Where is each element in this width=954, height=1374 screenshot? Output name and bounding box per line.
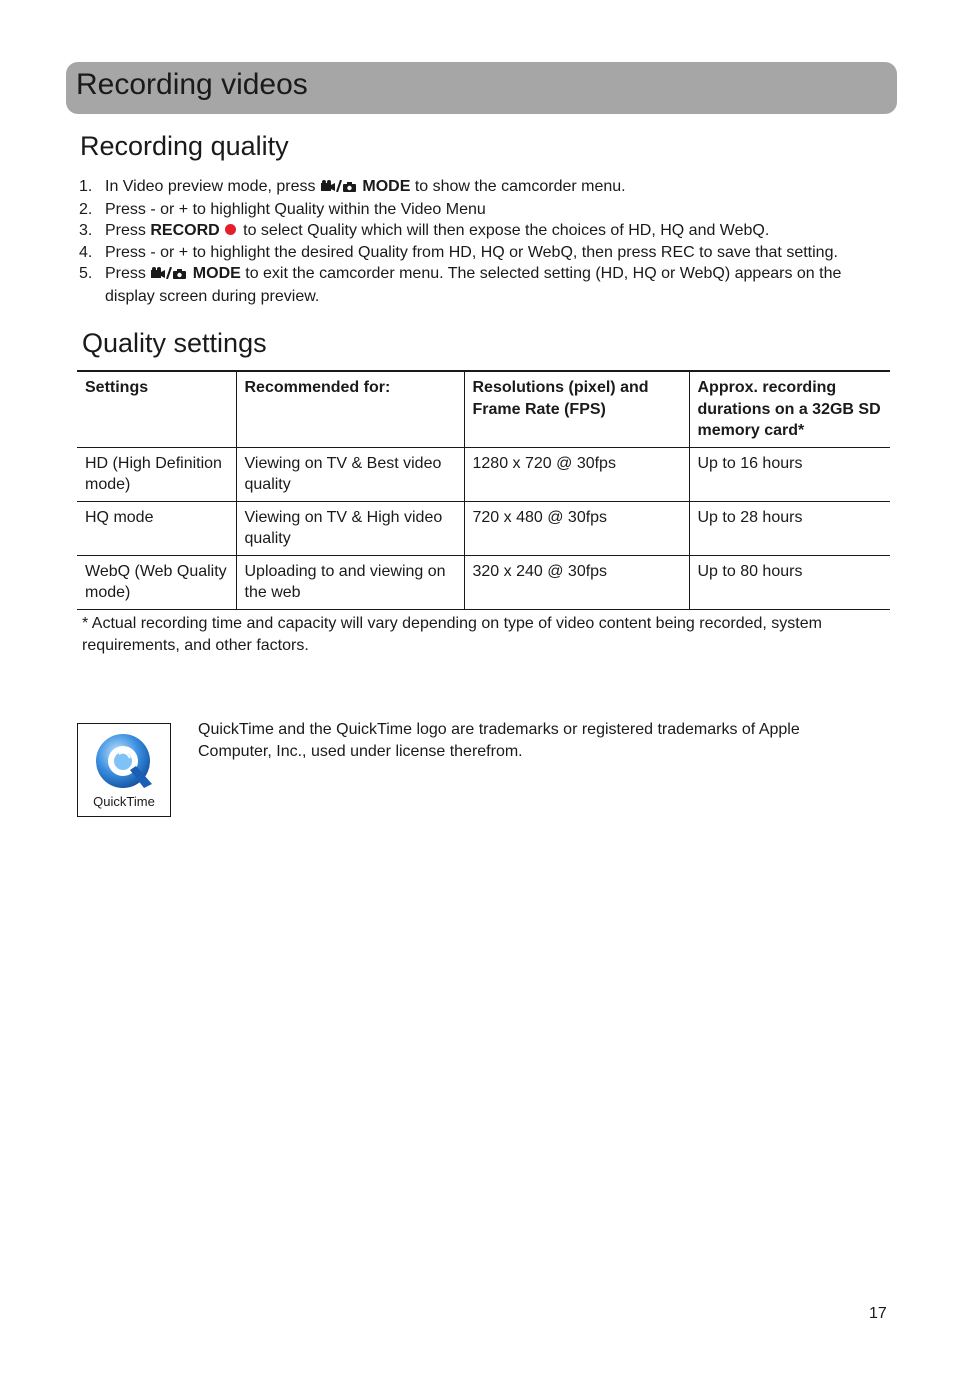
table-cell: WebQ (Web Quality mode) — [77, 555, 236, 609]
record-key-label: RECORD — [150, 222, 220, 239]
step-number: 3. — [79, 222, 93, 239]
table-cell: Up to 80 hours — [689, 555, 890, 609]
page-title: Recording videos — [76, 68, 308, 101]
list-item — [79, 220, 879, 242]
video-photo-mode-icon — [320, 177, 358, 199]
step-text: In Video preview mode, press — [105, 178, 320, 195]
steps-list — [79, 176, 879, 307]
table-cell: HD (High Definition mode) — [77, 447, 236, 501]
step-text: Press - or + to highlight Quality within the Video Menu — [105, 200, 486, 218]
list-item — [79, 176, 879, 199]
step-text: Press - or + to highlight the desired Quality from HD, HQ or WebQ, then press REC to save that setting. — [105, 243, 838, 261]
quicktime-logo-icon — [94, 732, 156, 794]
table-cell: 720 x 480 @ 30fps — [464, 501, 689, 555]
step-number: 5. — [79, 265, 93, 282]
table-row — [77, 447, 890, 501]
record-dot-icon — [225, 224, 236, 235]
table-footnote: * Actual recording time and capacity will vary depending on type of video content being recorded, system requirements, and other factors. — [82, 615, 822, 654]
trademark-notice: QuickTime and the QuickTime logo are trademarks or registered trademarks of Apple Computer, Inc., used under license therefrom. — [198, 721, 800, 760]
mode-key-label: MODE — [192, 265, 241, 282]
table-header-row — [77, 371, 890, 447]
recording-quality-heading: Recording quality — [80, 131, 289, 161]
table-cell: Up to 16 hours — [689, 447, 890, 501]
list-item — [79, 199, 879, 221]
step-text: Press — [105, 222, 151, 239]
page-title-bar — [66, 62, 897, 114]
quality-settings-table — [77, 370, 890, 610]
table-cell: Uploading to and viewing on the web — [236, 555, 464, 609]
step-text: to exit the camcorder menu. The selected setting (HD, HQ or WebQ) appears on the display screen during preview. — [105, 265, 842, 305]
table-cell: Viewing on TV & Best video quality — [236, 447, 464, 501]
step-text: to show the camcorder menu. — [410, 178, 626, 195]
quicktime-logo-box — [77, 723, 171, 817]
step-text: to select Quality which will then expose the choices of HD, HQ and WebQ. — [238, 222, 770, 239]
table-cell: Up to 28 hours — [689, 501, 890, 555]
column-header: Resolutions (pixel) and Frame Rate (FPS) — [464, 371, 689, 447]
page-number: 17 — [869, 1305, 887, 1322]
list-item — [79, 263, 879, 307]
table-cell: Viewing on TV & High video quality — [236, 501, 464, 555]
quicktime-logo-label: QuickTime — [93, 794, 155, 809]
quality-settings-heading: Quality settings — [82, 328, 267, 358]
step-number: 1. — [79, 178, 93, 195]
table-row — [77, 555, 890, 609]
list-item — [79, 242, 879, 264]
video-photo-mode-icon — [150, 264, 188, 286]
column-header: Recommended for: — [236, 371, 464, 447]
table-cell: HQ mode — [77, 501, 236, 555]
column-header: Settings — [77, 371, 236, 447]
table-row — [77, 501, 890, 555]
step-number: 4. — [79, 243, 93, 261]
table-cell: 1280 x 720 @ 30fps — [464, 447, 689, 501]
column-header: Approx. recording durations on a 32GB SD memory card* — [689, 371, 890, 447]
step-text: Press — [105, 265, 151, 282]
step-number: 2. — [79, 200, 93, 218]
mode-key-label: MODE — [362, 178, 411, 195]
table-cell: 320 x 240 @ 30fps — [464, 555, 689, 609]
